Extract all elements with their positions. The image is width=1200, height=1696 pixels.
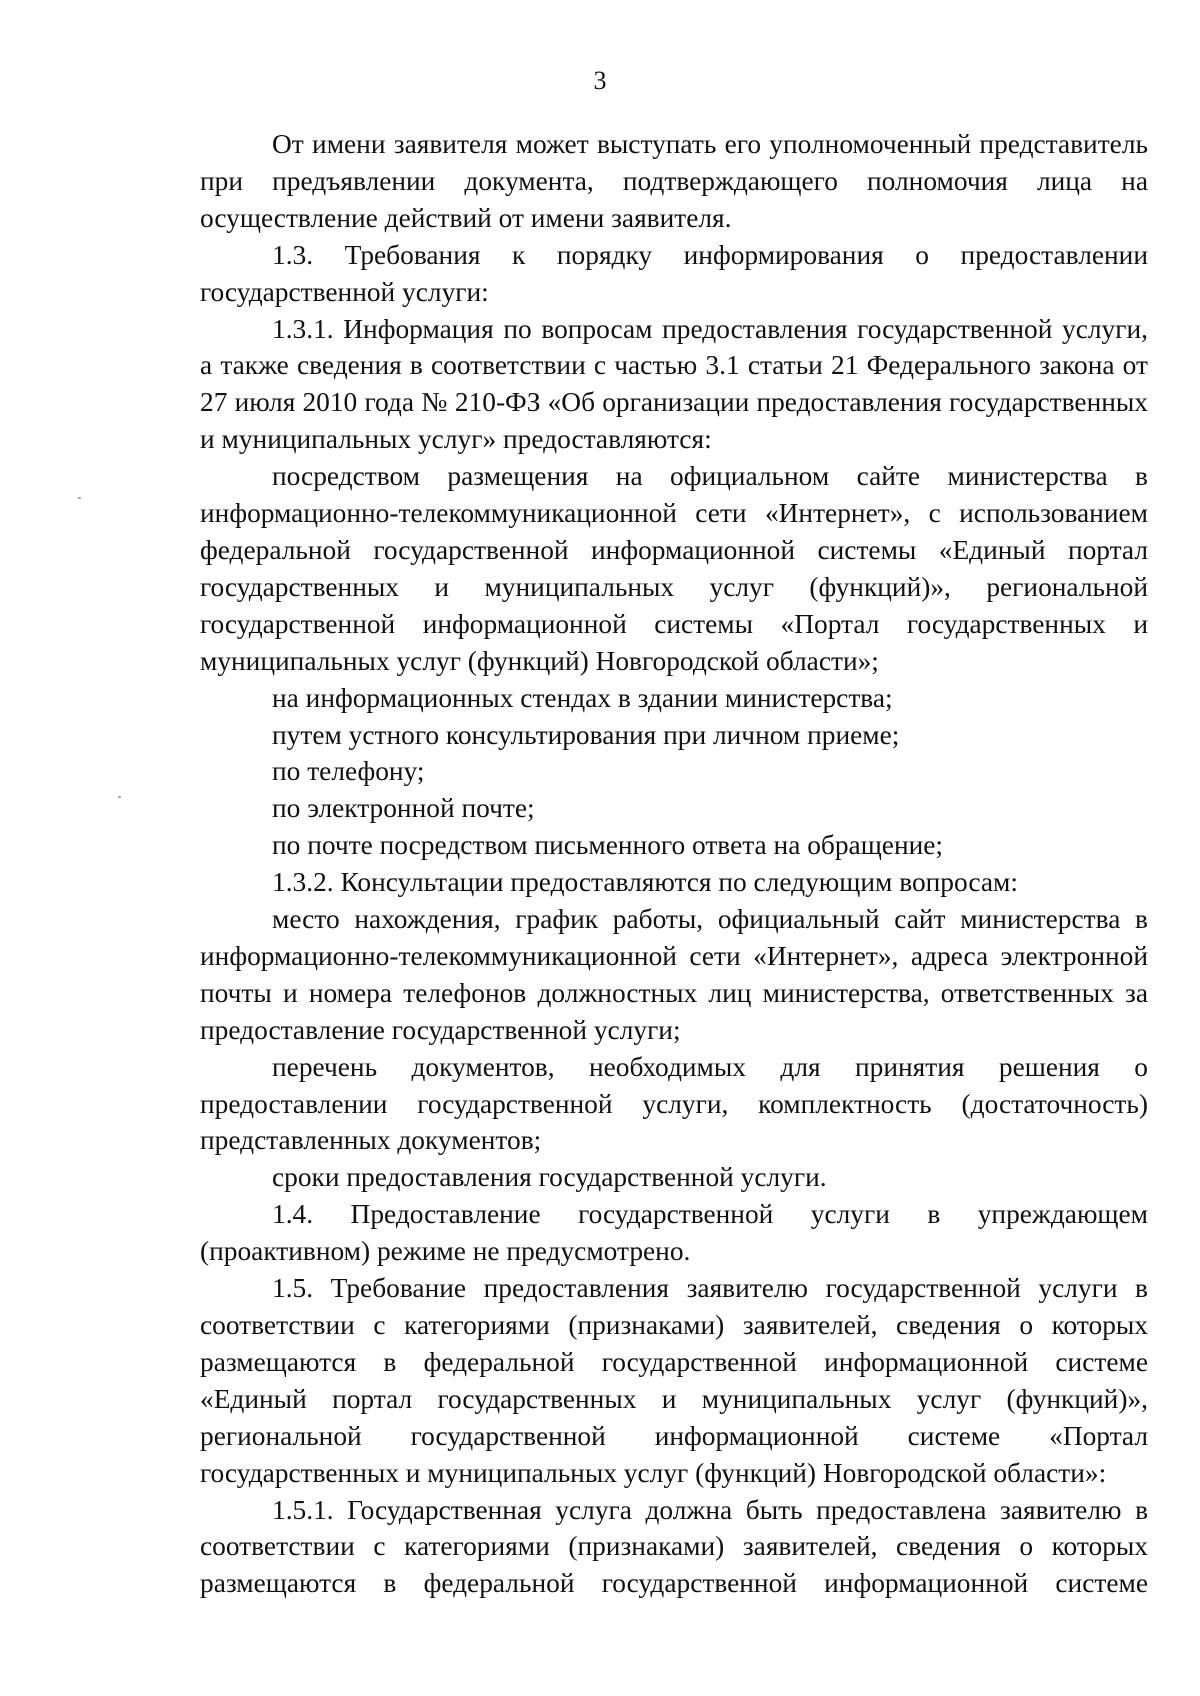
list-item-postal-mail: по почте посредством письменного ответа на обращение; <box>272 830 944 861</box>
scan-speck <box>78 497 81 499</box>
document-body <box>200 126 1148 1602</box>
list-item-phone: по телефону; <box>272 756 425 787</box>
scan-speck <box>118 796 121 798</box>
paragraph-1-4: 1.4. Предоставление государственной услуги в упреждающем (проактивном) режиме не предусмотрено. <box>200 1199 1148 1267</box>
paragraph-official-site: посредством размещения на официальном сайте министерства в информационно-телекоммуникационной сети «Интернет», с использованием федеральной государственной информационной системы «Единый портал государственных и муниципальных услуг (функций)», региональной государственной информационной системы «Портал государственных и муниципальных услуг (функций) Новгородской области»; <box>200 461 1148 676</box>
paragraph-1-3-1: 1.3.1. Информация по вопросам предоставления государственной услуги, а также сведения в соответствии с частью 3.1 статьи 21 Федерального закона от 27 июля 2010 года № 210-ФЗ «Об организации предоставления государственных и муниципальных услуг» предоставляются: <box>200 313 1148 455</box>
paragraph-1-5-1: 1.5.1. Государственная услуга должна быть предоставлена заявителю в соответствии с категориями (признаками) заявителей, сведения о которых размещаются в федеральной государственной информационной системе <box>200 1494 1148 1599</box>
paragraph-location-schedule: место нахождения, график работы, официальный сайт министерства в информационно-телекоммуникационной сети «Интернет», адреса электронной почты и номера телефонов должностных лиц министерства, ответственных за предоставление государственной услуги; <box>200 904 1148 1045</box>
list-item-info-stands: на информационных стендах в здании министерства; <box>272 682 893 713</box>
page-number: 3 <box>593 66 607 95</box>
paragraph-1-3: 1.3. Требования к порядку информирования о предоставлении государственной услуги: <box>200 239 1148 307</box>
paragraph-document-list: перечень документов, необходимых для принятия решения о предоставлении государственной услуги, комплектность (достаточность) представленных документов; <box>200 1051 1148 1156</box>
list-item-personal-reception: путем устного консультирования при личном приеме; <box>272 719 900 750</box>
list-item-email: по электронной почте; <box>272 793 535 824</box>
paragraph-1-5: 1.5. Требование предоставления заявителю государственной услуги в соответствии с категориями (признаками) заявителей, сведения о которых размещаются в федеральной государственной информационной системе «Единый портал государственных и муниципальных услуг (функций)», региональной государственной информационной системе «Портал государственных и муниципальных услуг (функций) Новгородской области»: <box>200 1273 1148 1488</box>
paragraph-representative: От имени заявителя может выступать его уполномоченный представитель при предъявлении документа, подтверждающего полномочия лица на осуществление действий от имени заявителя. <box>200 129 1148 233</box>
paragraph-1-3-2: 1.3.2. Консультации предоставляются по следующим вопросам: <box>272 867 1018 898</box>
paragraph-deadlines: сроки предоставления государственной услуги. <box>272 1162 827 1193</box>
